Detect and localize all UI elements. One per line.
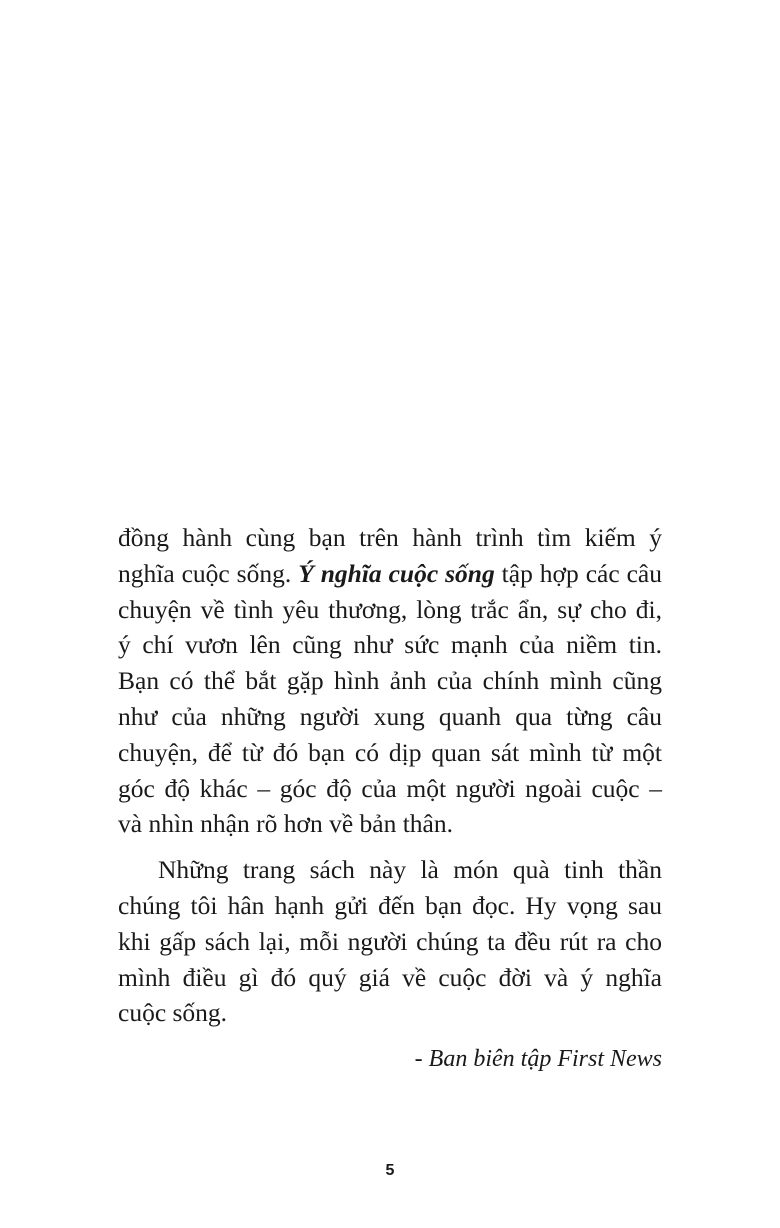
text-line: chuyện, để từ đó bạn có dịp quan sát mình từ một — [118, 737, 662, 767]
paragraph-2 — [118, 852, 662, 1031]
editorial-signature: - Ban biên tập First News — [414, 1046, 662, 1072]
text-line: chuyện về tình yêu thương, lòng trắc ẩn, sự cho đi, — [118, 594, 662, 624]
text-line: cuộc sống. — [118, 998, 228, 1028]
text-line: như của những người xung quanh qua từng câu — [118, 701, 662, 731]
page-number: 5 — [385, 1162, 395, 1179]
text-line: chúng tôi hân hạnh gửi đến bạn đọc. Hy vọng sau — [118, 890, 662, 920]
text-line: Những trang sách này là món quà tinh thần — [158, 855, 662, 885]
paragraph-1 — [118, 520, 662, 842]
text-line: mình điều gì đó quý giá về cuộc đời và ý nghĩa — [118, 962, 662, 992]
body-text — [118, 520, 662, 1031]
text-fragment: nghĩa cuộc sống. — [118, 558, 299, 588]
text-line: góc độ khác – góc độ của một người ngoài cuộc – — [118, 773, 662, 803]
text-fragment: tập hợp các câu — [494, 558, 662, 588]
text-line: đồng hành cùng bạn trên hành trình tìm kiếm ý — [118, 523, 662, 552]
text-line — [118, 556, 662, 592]
book-title-emphasis: Ý nghĩa cuộc sống — [298, 558, 495, 588]
text-line: ý chí vươn lên cũng như sức mạnh của niềm tin. — [118, 630, 662, 660]
text-line: khi gấp sách lại, mỗi người chúng ta đều rút ra cho — [118, 926, 662, 956]
text-line: và nhìn nhận rõ hơn về bản thân. — [118, 809, 453, 839]
text-line: Bạn có thể bắt gặp hình ảnh của chính mình cũng — [118, 666, 662, 696]
